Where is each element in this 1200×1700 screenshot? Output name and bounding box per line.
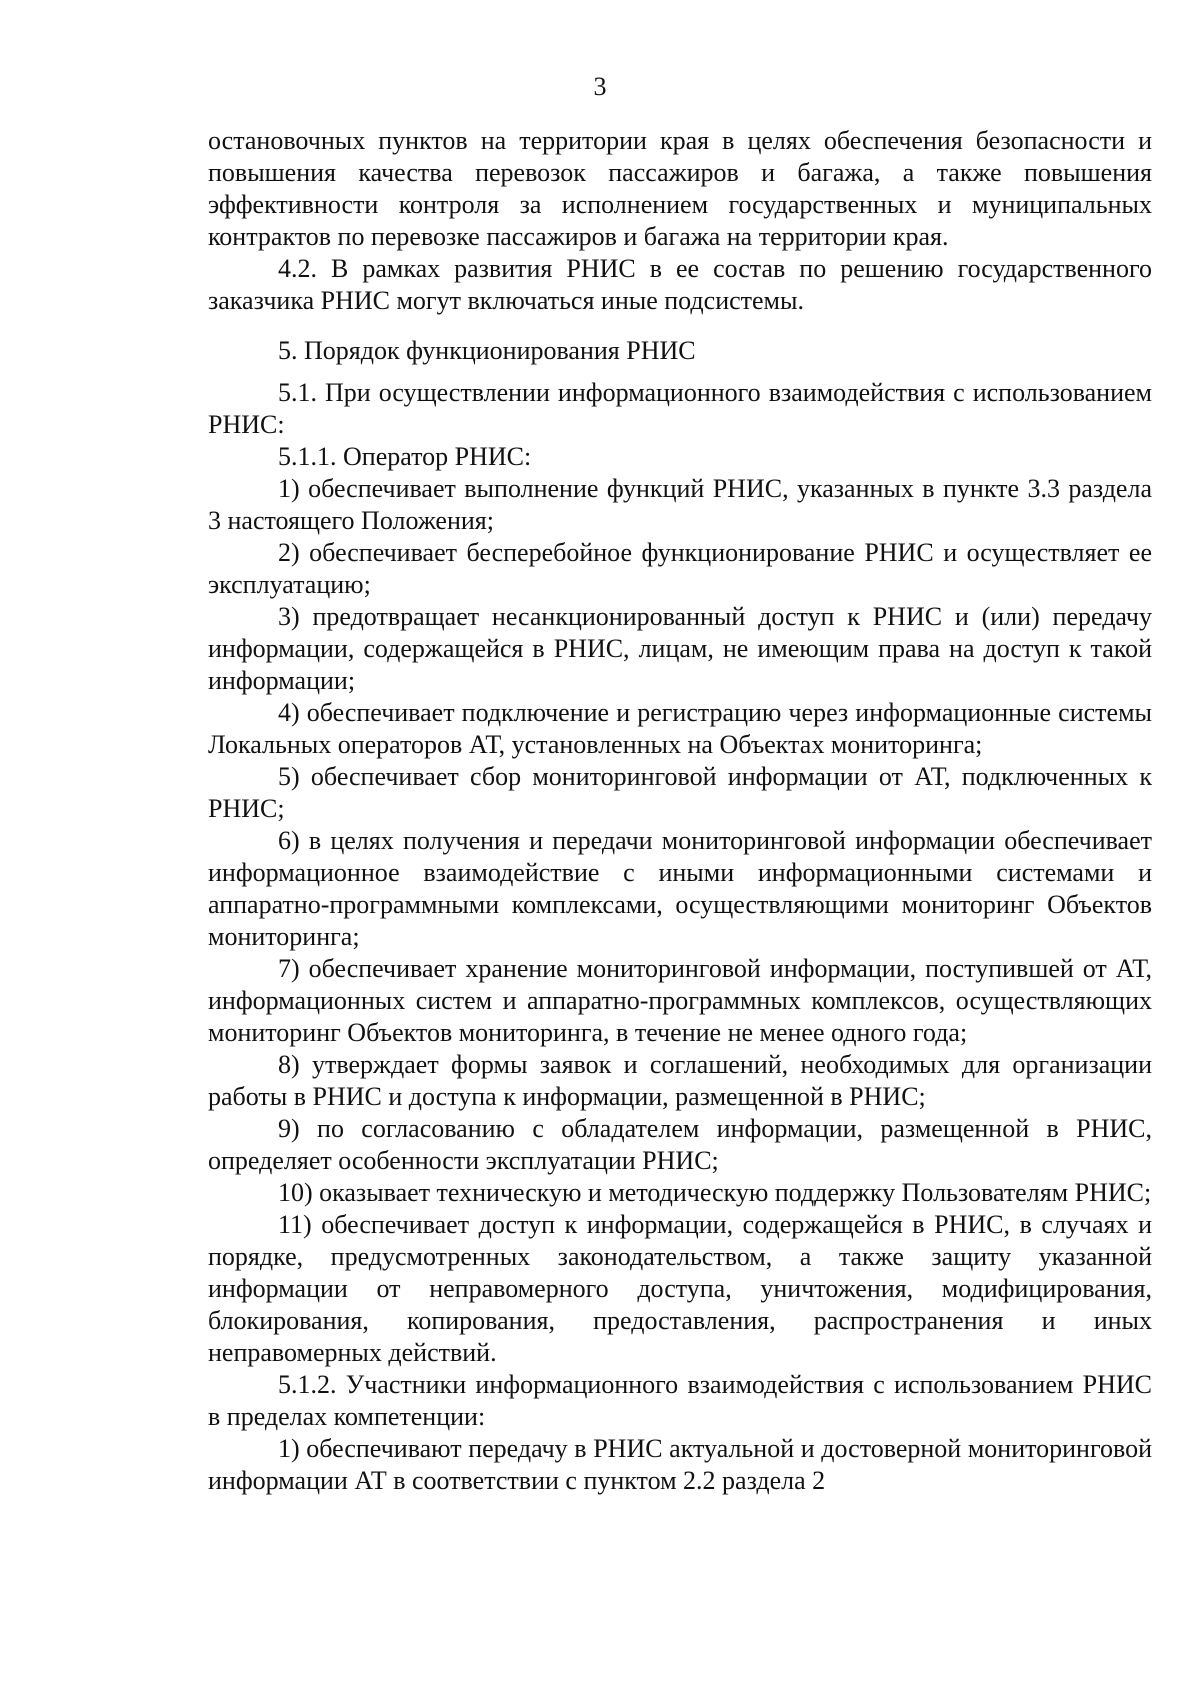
- paragraph-4-2: 4.2. В рамках развития РНИС в ее состав по решению государственного заказчика РНИС могут включаться иные подсистемы.: [208, 254, 1152, 315]
- list-item-6: 6) в целях получения и передачи мониторинговой информации обеспечивает информационное взаимодействие с иными информационными системами и аппаратно-программными комплексами, осуществляющими мониторинг Объектов мониторинга;: [208, 826, 1152, 951]
- list-item-10: 10) оказывает техническую и методическую поддержку Пользователям РНИС;: [278, 1178, 1152, 1207]
- section-heading-5: 5. Порядок функционирования РНИС: [278, 336, 696, 365]
- paragraph-continuation: остановочных пунктов на территории края в целях обеспечения безопасности и повышения качества перевозок пассажиров и багажа, а также повышения эффективности контроля за исполнением государственных и муниципальных контрактов по перевозке пассажиров и багажа на территории края.: [208, 126, 1152, 251]
- list-item-8: 8) утверждает формы заявок и соглашений, необходимых для организации работы в РНИС и доступа к информации, размещенной в РНИС;: [208, 1050, 1152, 1111]
- document-body: [208, 125, 1152, 1497]
- paragraph-5-1-1: 5.1.1. Оператор РНИС:: [278, 442, 532, 471]
- list-item-5: 5) обеспечивает сбор мониторинговой информации от АТ, подключенных к РНИС;: [208, 762, 1152, 823]
- list-item-3: 3) предотвращает несанкционированный доступ к РНИС и (или) передачу информации, содержащейся в РНИС, лицам, не имеющим права на доступ к такой информации;: [208, 602, 1152, 695]
- list-item-11: 11) обеспечивает доступ к информации, содержащейся в РНИС, в случаях и порядке, предусмотренных законодательством, а также защиту указанной информации от неправомерного доступа, уничтожения, модифицирования, блокирования, копирования, предоставления, распространения и иных неправомерных действий.: [208, 1210, 1152, 1367]
- paragraph-5-1: 5.1. При осуществлении информационного взаимодействия с использованием РНИС:: [208, 378, 1152, 439]
- page-number: 3: [593, 72, 607, 101]
- list-item-2: 2) обеспечивает бесперебойное функционирование РНИС и осуществляет ее эксплуатацию;: [208, 538, 1152, 599]
- list-item-4: 4) обеспечивает подключение и регистрацию через информационные системы Локальных операторов АТ, установленных на Объектах мониторинга;: [208, 698, 1152, 759]
- list-item-9: 9) по согласованию с обладателем информации, размещенной в РНИС, определяет особенности эксплуатации РНИС;: [208, 1114, 1152, 1175]
- list-item-7: 7) обеспечивает хранение мониторинговой информации, поступившей от АТ, информационных систем и аппаратно-программных комплексов, осуществляющих мониторинг Объектов мониторинга, в течение не менее одного года;: [208, 954, 1152, 1047]
- list-item-1: 1) обеспечивает выполнение функций РНИС, указанных в пункте 3.3 раздела 3 настоящего Положения;: [208, 474, 1152, 535]
- paragraph-5-1-2: 5.1.2. Участники информационного взаимодействия с использованием РНИС в пределах компетенции:: [208, 1370, 1152, 1431]
- list-item-1-participants: 1) обеспечивают передачу в РНИС актуальной и достоверной мониторинговой информации АТ в соответствии с пунктом 2.2 раздела 2: [208, 1434, 1152, 1495]
